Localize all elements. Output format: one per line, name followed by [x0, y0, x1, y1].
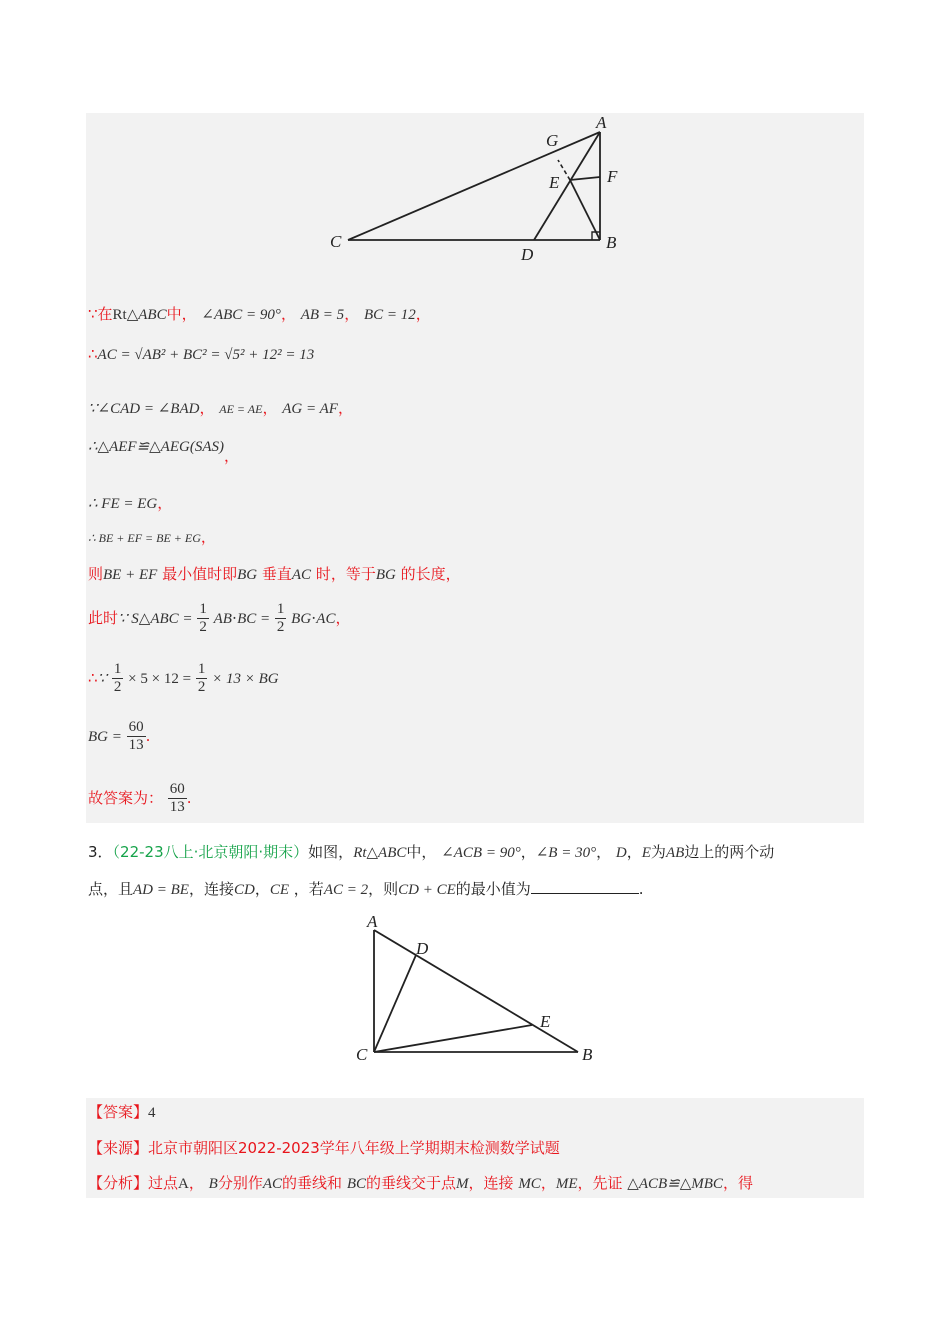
fig2-label-c: C	[356, 1045, 368, 1064]
fig2-label-e: E	[540, 1012, 551, 1031]
fig2-label-d: D	[416, 939, 429, 958]
figure-2	[350, 908, 610, 1070]
fraction: $\frac{60}{13}$	[128, 719, 144, 753]
sol-line-9: ∴∵ $\frac{1}{2}$ × 5 × 12 = $\frac{1}{2}$ × 13 × BG	[88, 661, 279, 695]
question-3-line-2: 点，且AD = BE，连接CD，CE ，若AC = 2，则CD + CE的最小值为 .	[88, 880, 644, 898]
fraction: $\frac{1}{2}$	[197, 661, 206, 695]
sol-line-3: ∵∠CAD = ∠BAD， AE = AE， AG = AF，	[88, 399, 353, 417]
fig1-label-d: D	[521, 245, 534, 264]
fraction: $\frac{60}{13}$	[169, 781, 185, 815]
fig1-label-b: B	[606, 233, 617, 252]
analysis-row: 【分析】过点A， B分别作AC的垂线和 BC的垂线交于点M，连接 MC，ME，先证 △ACB≌△MBC，得	[88, 1174, 753, 1192]
sol-line-8: 此时∵ S△ABC = $\frac{1}{2}$ AB⋅BC = $\frac{1}{2}$ BG⋅AC，	[88, 601, 351, 635]
fig2-label-a: A	[367, 912, 378, 931]
answer-blank[interactable]	[531, 879, 639, 894]
sol-line-7: 则BE + EF 最小值时即BG 垂直AC 时，等于BG 的长度，	[88, 565, 461, 583]
sol-line-6: ∴ BE + EF = BE + EG，	[88, 528, 216, 546]
fraction: $\frac{1}{2}$	[276, 601, 285, 635]
sol-line-1: ∵在Rt△ABC中， ∠ABC = 90°， AB = 5， BC = 12，	[88, 305, 431, 323]
sol-line-2: ∴AC = √AB² + BC² = √5² + 12² = 13	[88, 345, 315, 363]
sol-line-11: 故答案为： $\frac{60}{13}$ .	[88, 781, 192, 815]
answer-row: 【答案】4	[88, 1103, 156, 1121]
sol-line-4: ∴△AEF≌△AEG(SAS)，	[88, 439, 239, 465]
fig1-label-e: E	[549, 173, 560, 192]
fig1-label-a: A	[596, 113, 607, 132]
question-3-line-1: 3．（22-23八上·北京朝阳·期末）如图，Rt△ABC中， ∠ACB = 90°，∠B = 30°， D，E为AB边上的两个动	[88, 843, 775, 861]
fraction: $\frac{1}{2}$	[113, 661, 122, 695]
sol-line-10: BG = $\frac{60}{13}$ .	[88, 719, 151, 753]
fig1-label-g: G	[546, 131, 559, 150]
figure-1	[320, 112, 640, 267]
source-row: 【来源】北京市朝阳区2022-2023学年八年级上学期期末检测数学试题	[88, 1139, 560, 1157]
fig1-label-f: F	[607, 167, 618, 186]
fig1-label-c: C	[330, 232, 342, 251]
fig2-label-b: B	[582, 1045, 593, 1064]
fraction: $\frac{1}{2}$	[199, 601, 207, 635]
sol-line-5: ∴ FE = EG，	[88, 494, 173, 512]
